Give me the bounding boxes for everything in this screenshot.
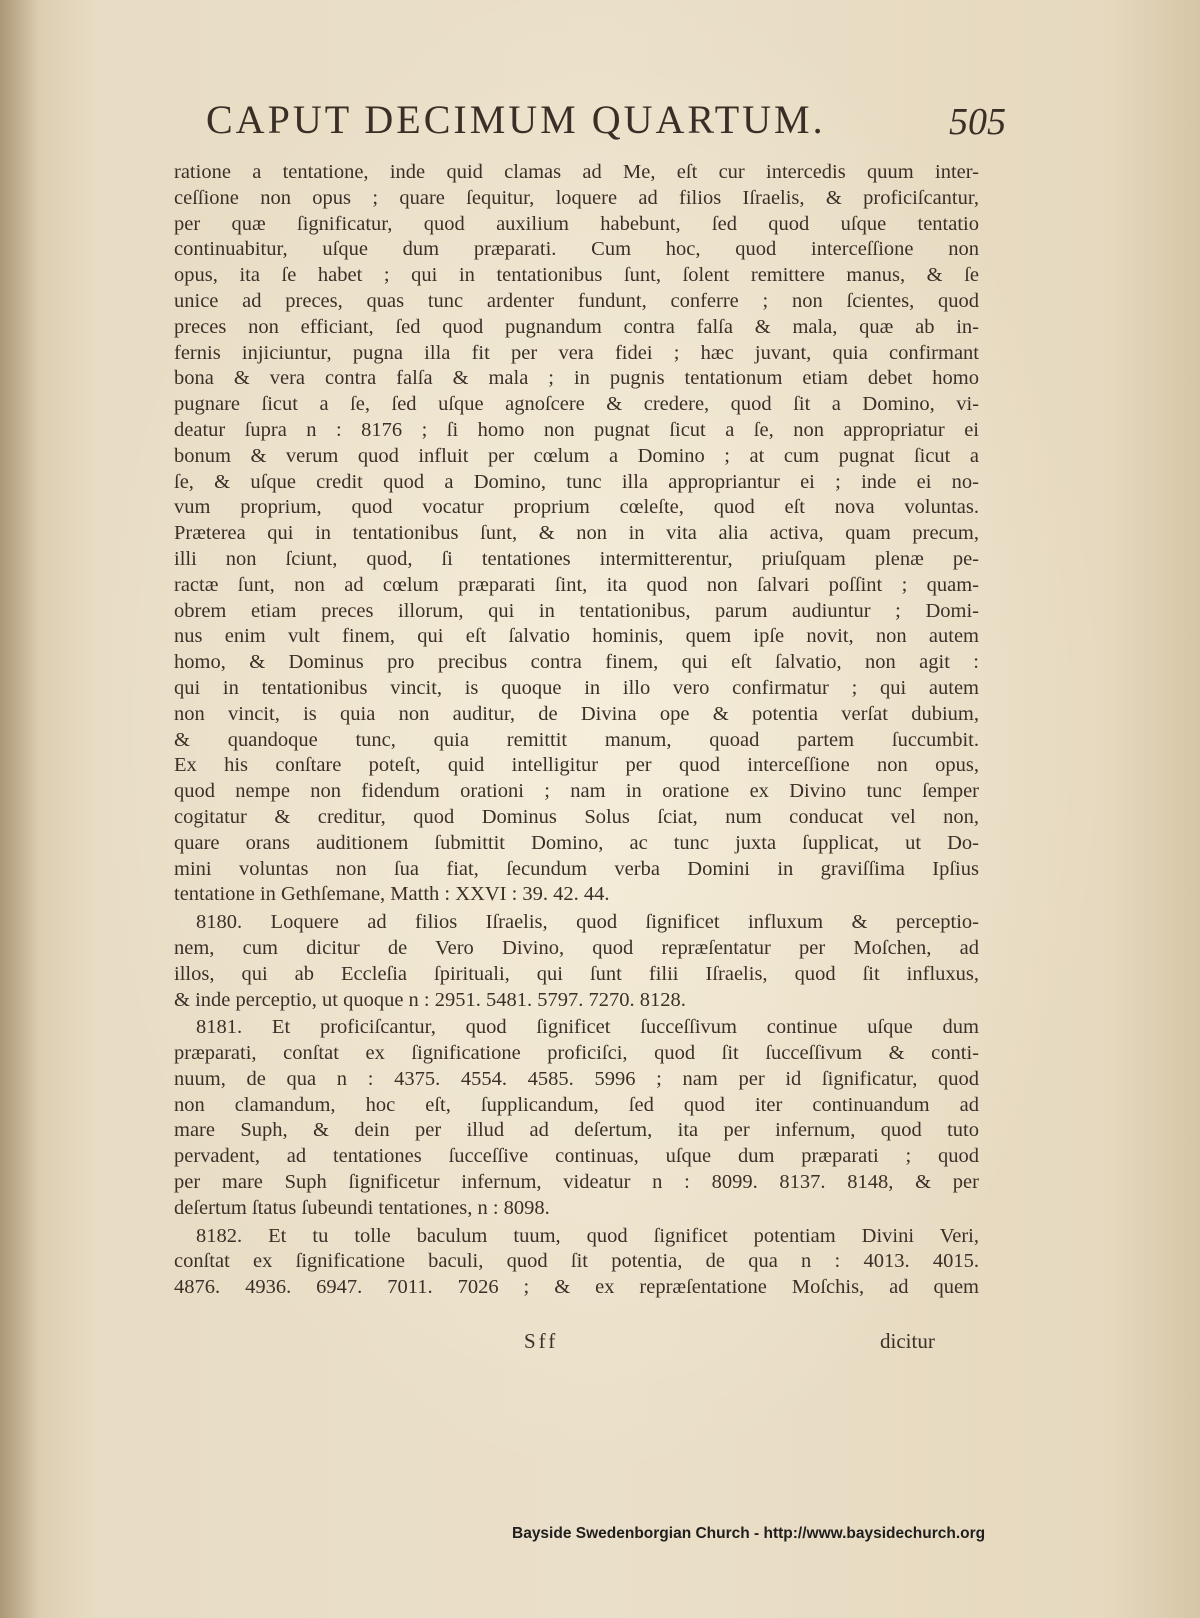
text-line: per quæ ſignificatur, quod auxilium habebunt, ſed quod uſque tentatio: [174, 212, 979, 235]
text-line: opus, ita ſe habet ; qui in tentationibus ſunt, ſolent remittere manus, & ſe: [174, 264, 979, 287]
text-line: deatur ſupra n : 8176 ; ſi homo non pugnat ſicut a ſe, non appropriatur ei: [174, 418, 979, 441]
text-line: quod nempe non fidendum orationi ; nam in oratione ex Divino tunc ſemper: [174, 780, 979, 803]
text-line: tentatione in Gethſemane, Matth : XXVI : 39. 42. 44.: [174, 883, 610, 906]
page-header: [206, 96, 1006, 156]
text-line: ractæ ſunt, non ad cœlum præparati ſint, ita quod non ſalvari poſſint ; quam-: [174, 573, 979, 596]
text-line: illi non ſciunt, quod, ſi tentationes intermitterentur, priuſquam plenæ pe-: [174, 547, 979, 570]
text-line: bona & vera contra falſa & mala ; in pugnis tentationum etiam debet homo: [174, 367, 979, 390]
text-line: non clamandum, hoc eſt, ſupplicandum, ſed quod iter continuandum ad: [174, 1093, 979, 1116]
spine-shadow: [0, 0, 40, 1618]
text-line: illos, qui ab Eccleſia ſpirituali, qui ſunt filii Iſraelis, quod ſit influxus,: [174, 962, 979, 985]
text-line: bonum & verum quod influit per cœlum a Domino ; at cum pugnat ſicut a: [174, 444, 979, 467]
text-line: 4876. 4936. 6947. 7011. 7026 ; & ex repræſentatione Moſchis, ad quem: [174, 1276, 979, 1299]
text-line: pugnare ſicut a ſe, ſed uſque agnoſcere & credere, quod ſit a Domino, vi-: [174, 393, 979, 416]
catchword: dicitur: [880, 1329, 935, 1353]
text-line: ſe, & uſque credit quod a Domino, tunc illa appropriantur ei ; inde ei no-: [174, 470, 979, 493]
text-line: continuabitur, uſque dum præparati. Cum hoc, quod interceſſione non: [174, 238, 979, 261]
text-line: ceſſione non opus ; quare ſequitur, loquere ad filios Iſraelis, & proficiſcantur,: [174, 186, 979, 209]
text-line: præparati, conſtat ex ſignificatione proficiſci, quod ſit ſucceſſivum & conti-: [174, 1042, 979, 1065]
text-line: nus enim vult finem, qui eſt ſalvatio hominis, quem ipſe novit, non autem: [174, 625, 979, 648]
text-line: pervadent, ad tentationes ſucceſſive continuas, uſque dum præparati ; quod: [174, 1145, 979, 1168]
text-line: ratione a tentatione, inde quid clamas ad Me, eſt cur intercedis quum inter-: [174, 161, 979, 183]
text-line: qui in tentationibus vincit, is quoque in illo vero confirmatur ; qui autem: [174, 676, 979, 699]
text-line: & inde perceptio, ut quoque n : 2951. 5481. 5797. 7270. 8128.: [174, 988, 686, 1011]
paragraph-8180-start: 8180. Loquere ad filios Iſraelis, quod ſignificet influxum & perceptio-: [196, 911, 979, 934]
text-line: per mare Suph ſignificetur infernum, videatur n : 8099. 8137. 8148, & per: [174, 1171, 979, 1194]
text-line: obrem etiam preces illorum, qui in tentationibus, parum audiuntur ; Domi-: [174, 599, 979, 622]
text-line: mare Suph, & dein per illud ad deſertum, ita per infernum, quod tuto: [174, 1119, 979, 1142]
signature-mark: Sff: [524, 1329, 559, 1353]
page-number: 505: [949, 101, 1006, 143]
text-line: & quandoque tunc, quia remittit manum, quoad partem ſuccumbit.: [174, 728, 979, 751]
text-line: Præterea qui in tentationibus ſunt, & non in vita alia activa, quam precum,: [174, 522, 979, 545]
text-line: nem, cum dicitur de Vero Divino, quod repræſentatur per Moſchen, ad: [174, 936, 979, 959]
source-watermark: Bayside Swedenborgian Church - http://www.baysidechurch.org: [512, 1525, 986, 1542]
text-line: cogitatur & creditur, quod Dominus Solus ſciat, num conducat vel non,: [174, 805, 979, 828]
text-line: vum proprium, quod vocatur proprium cœleſte, quod eſt nova voluntas.: [174, 496, 979, 519]
text-line: unice ad preces, quas tunc ardenter fundunt, conferre ; non ſcientes, quod: [174, 289, 979, 312]
paragraph-8181-start: 8181. Et proficiſcantur, quod ſignificet ſucceſſivum continue uſque dum: [196, 1016, 979, 1039]
text-line: fernis injiciuntur, pugna illa fit per vera fidei ; hæc juvant, quia confirmant: [174, 341, 979, 364]
text-line: nuum, de qua n : 4375. 4554. 4585. 5996 ; nam per id ſignificatur, quod: [174, 1067, 979, 1090]
text-line: conſtat ex ſignificatione baculi, quod ſit potentia, de qua n : 4013. 4015.: [174, 1250, 979, 1273]
text-line: preces non efficiant, ſed quod pugnandum contra falſa & mala, quæ ab in-: [174, 315, 979, 338]
text-line: non vincit, is quia non auditur, de Divina ope & potentia verſat dubium,: [174, 702, 979, 725]
text-line: homo, & Dominus pro precibus contra finem, qui eſt ſalvatio, non agit :: [174, 651, 979, 674]
body-text: [174, 160, 979, 1301]
running-title: CAPUT DECIMUM QUARTUM.: [206, 97, 826, 142]
text-line: deſertum ſtatus ſubeundi tentationes, n : 8098.: [174, 1196, 550, 1219]
text-line: mini voluntas non ſua fiat, ſecundum verba Domini in graviſſima Ipſius: [174, 857, 979, 880]
text-line: quare orans auditionem ſubmittit Domino, ac tunc juxta ſupplicat, ut Do-: [174, 831, 979, 854]
text-line: Ex his conſtare poteſt, quid intelligitur per quod interceſſione non opus,: [174, 754, 979, 777]
paragraph-8182-start: 8182. Et tu tolle baculum tuum, quod ſignificet potentiam Divini Veri,: [196, 1224, 979, 1247]
